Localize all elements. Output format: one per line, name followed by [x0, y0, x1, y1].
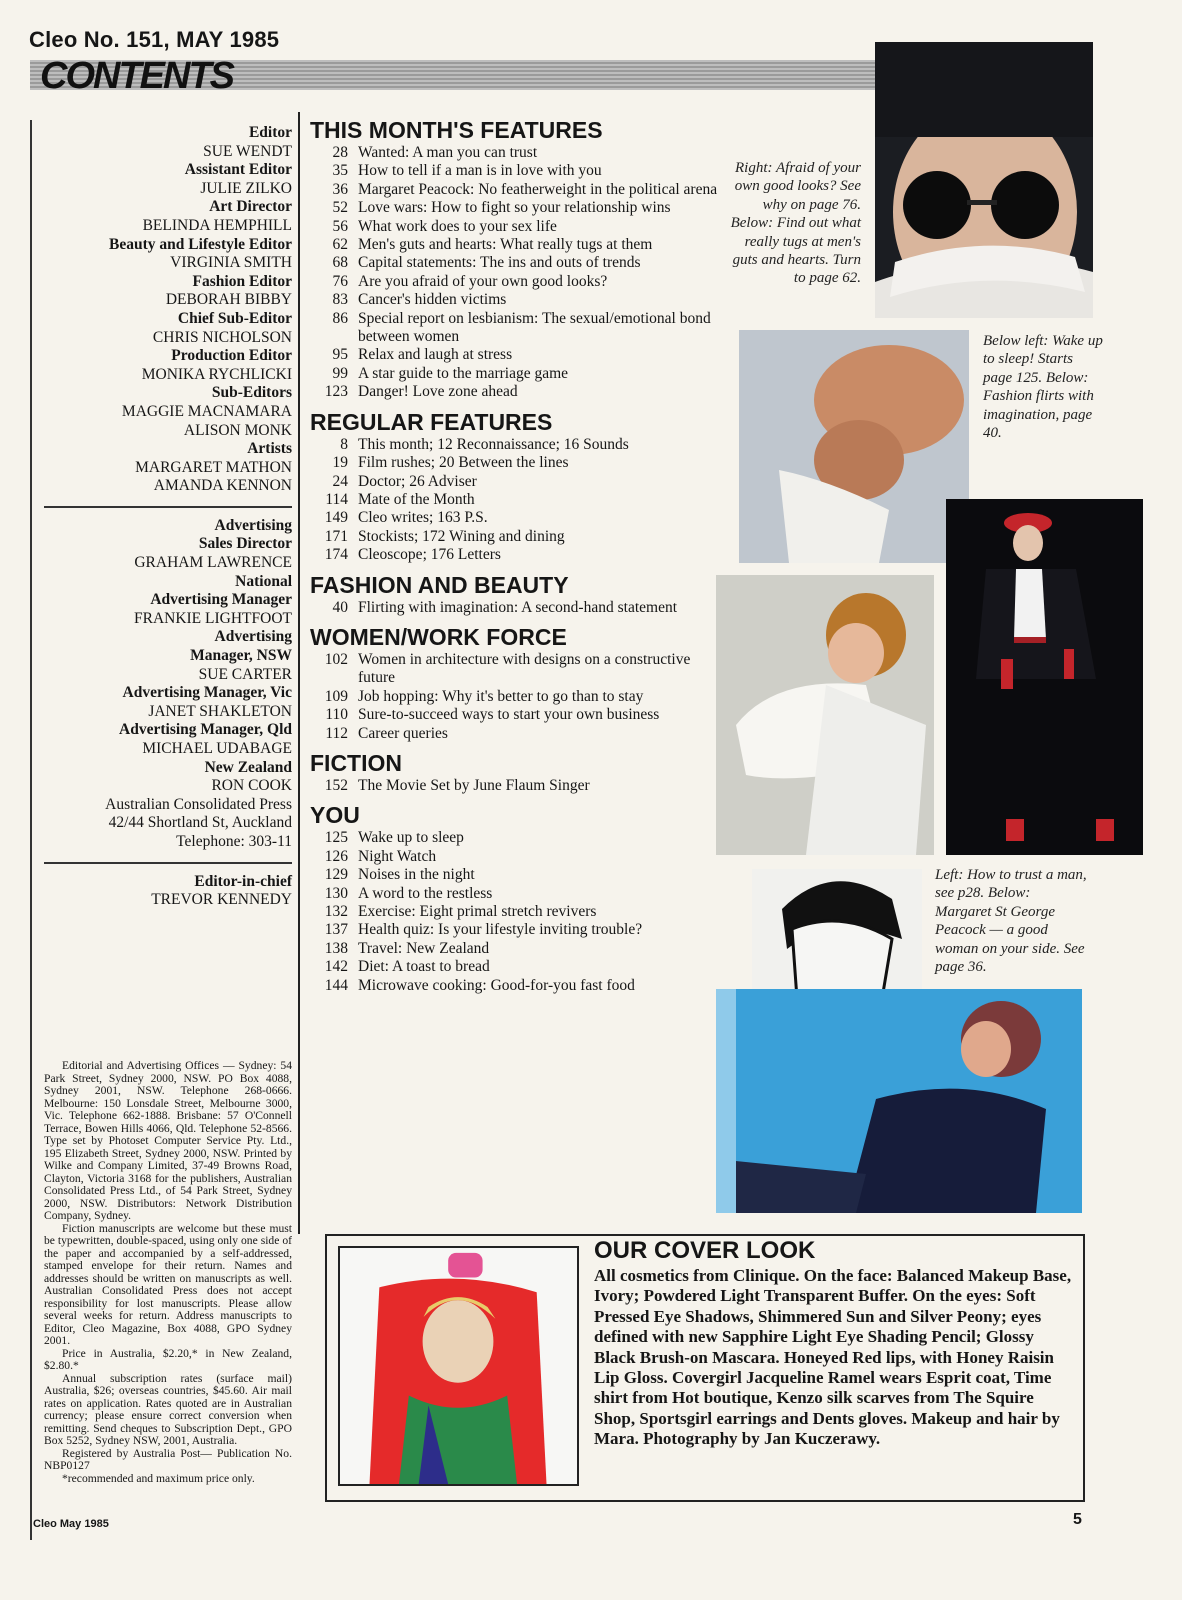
- photo-margaret-peacock: [716, 989, 1082, 1213]
- staff-role: Beauty and Lifestyle Editor: [109, 235, 292, 253]
- entry-page: 123: [324, 383, 348, 401]
- entry-title: Stockists; 172 Wining and dining: [358, 527, 565, 545]
- contents-entry: [310, 940, 730, 958]
- staff-name: 42/44 Shortland St, Auckland: [108, 814, 292, 832]
- staff-role: Assistant Editor: [184, 161, 292, 179]
- entry-title: Wanted: A man you can trust: [358, 144, 538, 161]
- masthead-editorial: [34, 124, 292, 496]
- entry-title: Love wars: How to fight so your relationship wins: [358, 199, 671, 217]
- entry-page: 24: [332, 472, 348, 490]
- issue-line: Cleo No. 151, MAY 1985: [29, 27, 280, 52]
- staff-name: AMANDA KENNON: [153, 477, 292, 495]
- staff-role: Advertising: [214, 628, 292, 646]
- entry-title: Job hopping: Why it's better to go than to stay: [358, 687, 644, 705]
- staff-role: National: [235, 572, 292, 590]
- entry-title: Relax and laugh at stress: [358, 346, 513, 364]
- staff-role: Artists: [247, 440, 292, 458]
- staff-name: JANET SHAKLETON: [148, 702, 292, 720]
- section-heading: YOU: [310, 802, 360, 829]
- photo-cover-model: [338, 1246, 579, 1486]
- entry-page: 76: [332, 272, 348, 290]
- entry-title: Cancer's hidden victims: [358, 291, 507, 309]
- section-heading: WOMEN/WORK FORCE: [310, 623, 567, 650]
- contents-entry: [310, 162, 730, 180]
- contents-entry: [310, 866, 730, 884]
- table-of-contents: [310, 116, 730, 995]
- entry-title: Flirting with imagination: A second-hand statement: [358, 598, 677, 616]
- staff-name: BELINDA HEMPHILL: [142, 216, 292, 234]
- entry-page: 174: [324, 546, 348, 564]
- staff-name: RON COOK: [211, 777, 292, 795]
- contents-entry: [310, 291, 730, 309]
- contents-entry: [310, 885, 730, 903]
- entry-page: 109: [324, 687, 348, 705]
- entry-page: 56: [332, 217, 348, 235]
- entry-page: 40: [332, 598, 348, 616]
- contents-entry: [310, 528, 730, 546]
- entry-page: 68: [332, 254, 348, 272]
- entry-title: Danger! Love zone ahead: [358, 383, 518, 401]
- photo-sunglasses-woman: [875, 42, 1093, 318]
- contents-entry: [310, 491, 730, 509]
- caption-left: Left: How to trust a man, see p28. Below: Margaret St George Peacock — a good woman on your side. See page 36.: [935, 867, 1087, 976]
- contents-entry: [310, 436, 730, 454]
- entry-title: Men's guts and hearts: What really tugs at them: [358, 236, 653, 254]
- entry-title: Night Watch: [358, 847, 437, 865]
- entry-page: 83: [332, 291, 348, 309]
- entry-title: Travel: New Zealand: [358, 939, 490, 957]
- entry-page: 62: [332, 236, 348, 254]
- staff-role: Advertising: [214, 516, 292, 534]
- staff-name: ALISON MONK: [183, 421, 292, 439]
- entry-page: 137: [324, 921, 348, 939]
- contents-entry: [310, 921, 730, 939]
- small-print-paragraph: Editorial and Advertising Offices — Sydney: 54 Park Street, Sydney 2000, NSW. PO Box 4088, Sydney 2001, NSW. Telephone 268-0666. Melbourne: 150 Lonsdale Street, Melbourne 3000, Vic. Telephone 662-1888. Brisbane: 57 O'Connell Terrace, Bowen Hills 4066, Qld. Telephone 52-8566. Type set by Photoset Computer Service Pty. Ltd., 195 Elizabeth Street, Sydney 2000, NSW. Printed by Wilke and Company Limited, 37-49 Browns Road, Clayton, Victoria 3168 for the publishers, Australian Consolidated Press Ltd., of 54 Park Street, Sydney 2000, NSW. Distributors: Network Distribution Company, Sydney.: [44, 1059, 292, 1222]
- masthead-chief: [34, 873, 292, 910]
- staff-name: JULIE ZILKO: [200, 179, 292, 197]
- entry-title: Margaret Peacock: No featherweight in the political arena: [358, 180, 718, 198]
- staff-role: New Zealand: [204, 758, 292, 776]
- staff-name: DEBORAH BIBBY: [165, 291, 292, 309]
- staff-role: Manager, NSW: [190, 647, 292, 665]
- contents-entry: [310, 254, 730, 272]
- entry-title: Special report on lesbianism: The sexual/emotional bond between women: [358, 309, 711, 346]
- entry-page: 95: [332, 346, 348, 364]
- entry-page: 130: [324, 884, 348, 902]
- entry-page: 112: [325, 724, 348, 742]
- entry-page: 52: [332, 199, 348, 217]
- contents-entry: [310, 977, 730, 995]
- staff-role: Sales Director: [198, 535, 292, 553]
- entry-page: 129: [324, 866, 348, 884]
- small-print-paragraph: Price in Australia, $2.20,* in New Zealand, $2.80.*: [44, 1346, 292, 1372]
- entry-title: Microwave cooking: Good-for-you fast food: [358, 976, 635, 994]
- contents-entry: [310, 473, 730, 491]
- small-print-paragraph: Registered by Australia Post— Publication No. NBP0127: [44, 1446, 292, 1472]
- small-print-paragraph: *recommended and maximum price only.: [62, 1471, 255, 1485]
- staff-name: MARGARET MATHON: [135, 458, 292, 476]
- photo-woman-pillow: [716, 575, 934, 855]
- divider: [44, 862, 292, 864]
- staff-name: TREVOR KENNEDY: [151, 891, 292, 909]
- staff-role: Advertising Manager, Qld: [119, 721, 292, 739]
- entry-page: 110: [325, 706, 348, 724]
- cover-look-title: OUR COVER LOOK: [594, 1237, 816, 1264]
- staff-name: FRANKIE LIGHTFOOT: [133, 609, 292, 627]
- cover-look-text: All cosmetics from Clinique. On the face: Balanced Makeup Base, Ivory; Powdered Light Transparent Buffer. On the eyes: Soft Pressed Eye Shadows, Shimmered Sun and Silver Peony; eyes defined with new Sapphire Light Eye Shading Pencil; Glossy Black Brush-on Mascara. Honeyed Red lips, with Honey Raisin Lip Gloss. Covergirl Jacqueline Ramel wears Esprit coat, Time shirt from Hot boutique, Kenzo silk scarves from The Squire Shop, Sportsgirl earrings and Dents gloves. Makeup and hair by Mara. Photography by Jan Kuczerawy.: [594, 1266, 1072, 1449]
- contents-entry: [310, 346, 730, 364]
- staff-name: SUE CARTER: [198, 665, 292, 683]
- contents-entry: [310, 218, 730, 236]
- entry-title: Mate of the Month: [358, 490, 475, 508]
- entry-title: What work does to your sex life: [358, 217, 557, 235]
- entry-page: 125: [324, 829, 348, 847]
- entry-page: 35: [332, 162, 348, 180]
- contents-entry: [310, 958, 730, 976]
- staff-name: SUE WENDT: [203, 142, 292, 160]
- contents-entry: [310, 903, 730, 921]
- staff-role: Advertising Manager, Vic: [122, 684, 292, 702]
- entry-title: Film rushes; 20 Between the lines: [358, 454, 569, 472]
- contents-entry: [310, 777, 730, 795]
- entry-page: 8: [340, 435, 348, 453]
- photo-sleeping-man: [739, 330, 969, 563]
- section-heading: REGULAR FEATURES: [310, 408, 553, 435]
- contents-entry: [310, 383, 730, 401]
- staff-name: MAGGIE MACNAMARA: [121, 402, 292, 420]
- contents-entry: [310, 310, 730, 347]
- photo-fashion-beret: [946, 499, 1143, 855]
- contents-entry: [310, 365, 730, 383]
- staff-name: MONIKA RYCHLICKI: [141, 365, 292, 383]
- entry-title: Doctor; 26 Adviser: [358, 472, 477, 490]
- section-heading: THIS MONTH'S FEATURES: [310, 117, 603, 143]
- entry-title: Capital statements: The ins and outs of trends: [358, 254, 641, 272]
- entry-title: Are you afraid of your own good looks?: [358, 272, 608, 290]
- small-print-paragraph: Annual subscription rates (surface mail) Australia, $26; overseas countries, $45.60. Air mail rates on application. Rates quoted are in Australian currency; please ensure correct conversion when remitting. Send cheques to Subscription Dept., GPO Box 5252, Sydney NSW, 2001, Australia.: [44, 1371, 292, 1447]
- section-heading: FASHION AND BEAUTY: [310, 571, 569, 598]
- contents-entry: [310, 688, 730, 706]
- entry-page: 99: [332, 364, 348, 382]
- entry-title: This month; 12 Reconnaissance; 16 Sounds: [358, 435, 629, 453]
- entry-page: 28: [332, 144, 348, 161]
- entry-title: Diet: A toast to bread: [358, 958, 490, 976]
- staff-name: MICHAEL UDABAGE: [142, 740, 292, 757]
- entry-title: Health quiz: Is your lifestyle inviting trouble?: [358, 921, 643, 939]
- staff-role: Editor: [248, 124, 292, 141]
- entry-page: 114: [325, 490, 348, 508]
- staff-role: Editor-in-chief: [194, 872, 292, 890]
- entry-page: 144: [324, 976, 348, 994]
- entry-title: Wake up to sleep: [358, 829, 464, 847]
- contents-entry: [310, 829, 730, 847]
- contents-entry: [310, 725, 730, 743]
- staff-name: Australian Consolidated Press: [105, 795, 292, 813]
- entry-page: 142: [324, 958, 348, 976]
- contents-entry: [310, 144, 730, 162]
- contents-entry: [310, 199, 730, 217]
- entry-page: 149: [324, 509, 348, 527]
- entry-page: 102: [324, 650, 348, 668]
- small-print-paragraph: Fiction manuscripts are welcome but these must be typewritten, double-spaced, using only one side of the paper and accompanied by a self-addressed, stamped envelope for their return. Names and addresses should be written on manuscripts as well. Australian Consolidated Press does not accept responsibility for lost manuscripts. Please allow several weeks for return. Address manuscripts to Editor, Cleo Magazine, Box 4088, GPO Sydney 2001.: [44, 1221, 292, 1347]
- contents-entry: [310, 546, 730, 564]
- left-rule: [30, 120, 32, 1540]
- entry-page: 132: [324, 903, 348, 920]
- entry-page: 126: [324, 847, 348, 865]
- entry-page: 138: [324, 939, 348, 957]
- contents-entry: [310, 651, 730, 688]
- contents-entry: [310, 236, 730, 254]
- entry-title: Exercise: Eight primal stretch revivers: [358, 903, 597, 920]
- staff-name: GRAHAM LAWRENCE: [134, 554, 292, 572]
- staff-role: Production Editor: [171, 347, 292, 365]
- staff-role: Art Director: [209, 198, 292, 216]
- footer-issue: Cleo May 1985: [33, 1518, 109, 1530]
- entry-title: Career queries: [358, 724, 448, 742]
- page-title: CONTENTS: [40, 55, 233, 97]
- entry-title: Cleo writes; 163 P.S.: [358, 509, 488, 527]
- contents-entry: [310, 454, 730, 472]
- page-number: 5: [1073, 1511, 1082, 1528]
- staff-role: Advertising Manager: [150, 591, 292, 609]
- caption-right: Right: Afraid of your own good looks? See why on page 76. Below: Find out what really tugs at men's guts and hearts. Turn to page 62.: [730, 160, 861, 287]
- staff-name: Telephone: 303-11: [176, 832, 292, 850]
- masthead-advertising: [34, 517, 292, 852]
- staff-name: VIRGINIA SMITH: [170, 254, 292, 272]
- contents-entry: [310, 509, 730, 527]
- entry-title: How to tell if a man is in love with you: [358, 162, 602, 180]
- entry-page: 152: [324, 776, 348, 794]
- entry-page: 86: [332, 309, 348, 327]
- contents-entry: [310, 599, 730, 617]
- staff-role: Fashion Editor: [192, 272, 292, 290]
- center-rule: [298, 112, 300, 1234]
- staff-role: Sub-Editors: [211, 384, 292, 402]
- contents-entry: [310, 273, 730, 291]
- staff-name: CHRIS NICHOLSON: [152, 328, 292, 346]
- entry-page: 19: [332, 454, 348, 472]
- caption-below-left: Below left: Wake up to sleep! Starts page 125. Below: Fashion flirts with imagination, page 40.: [983, 333, 1103, 442]
- staff-role: Chief Sub-Editor: [177, 309, 292, 327]
- entry-title: Sure-to-succeed ways to start your own business: [358, 706, 660, 724]
- contents-entry: [310, 706, 730, 724]
- publisher-small-print: [44, 1060, 292, 1485]
- entry-page: 171: [324, 527, 348, 545]
- entry-title: The Movie Set by June Flaum Singer: [358, 776, 590, 794]
- entry-title: A word to the restless: [358, 884, 493, 902]
- section-heading: FICTION: [310, 749, 402, 776]
- contents-entry: [310, 848, 730, 866]
- entry-title: Women in architecture with designs on a constructive future: [358, 650, 691, 687]
- entry-title: Cleoscope; 176 Letters: [358, 546, 501, 564]
- contents-entry: [310, 181, 730, 199]
- entry-title: Noises in the night: [358, 866, 475, 884]
- entry-title: A star guide to the marriage game: [358, 364, 569, 382]
- divider: [44, 506, 292, 508]
- entry-page: 36: [332, 180, 348, 198]
- masthead: [34, 124, 292, 910]
